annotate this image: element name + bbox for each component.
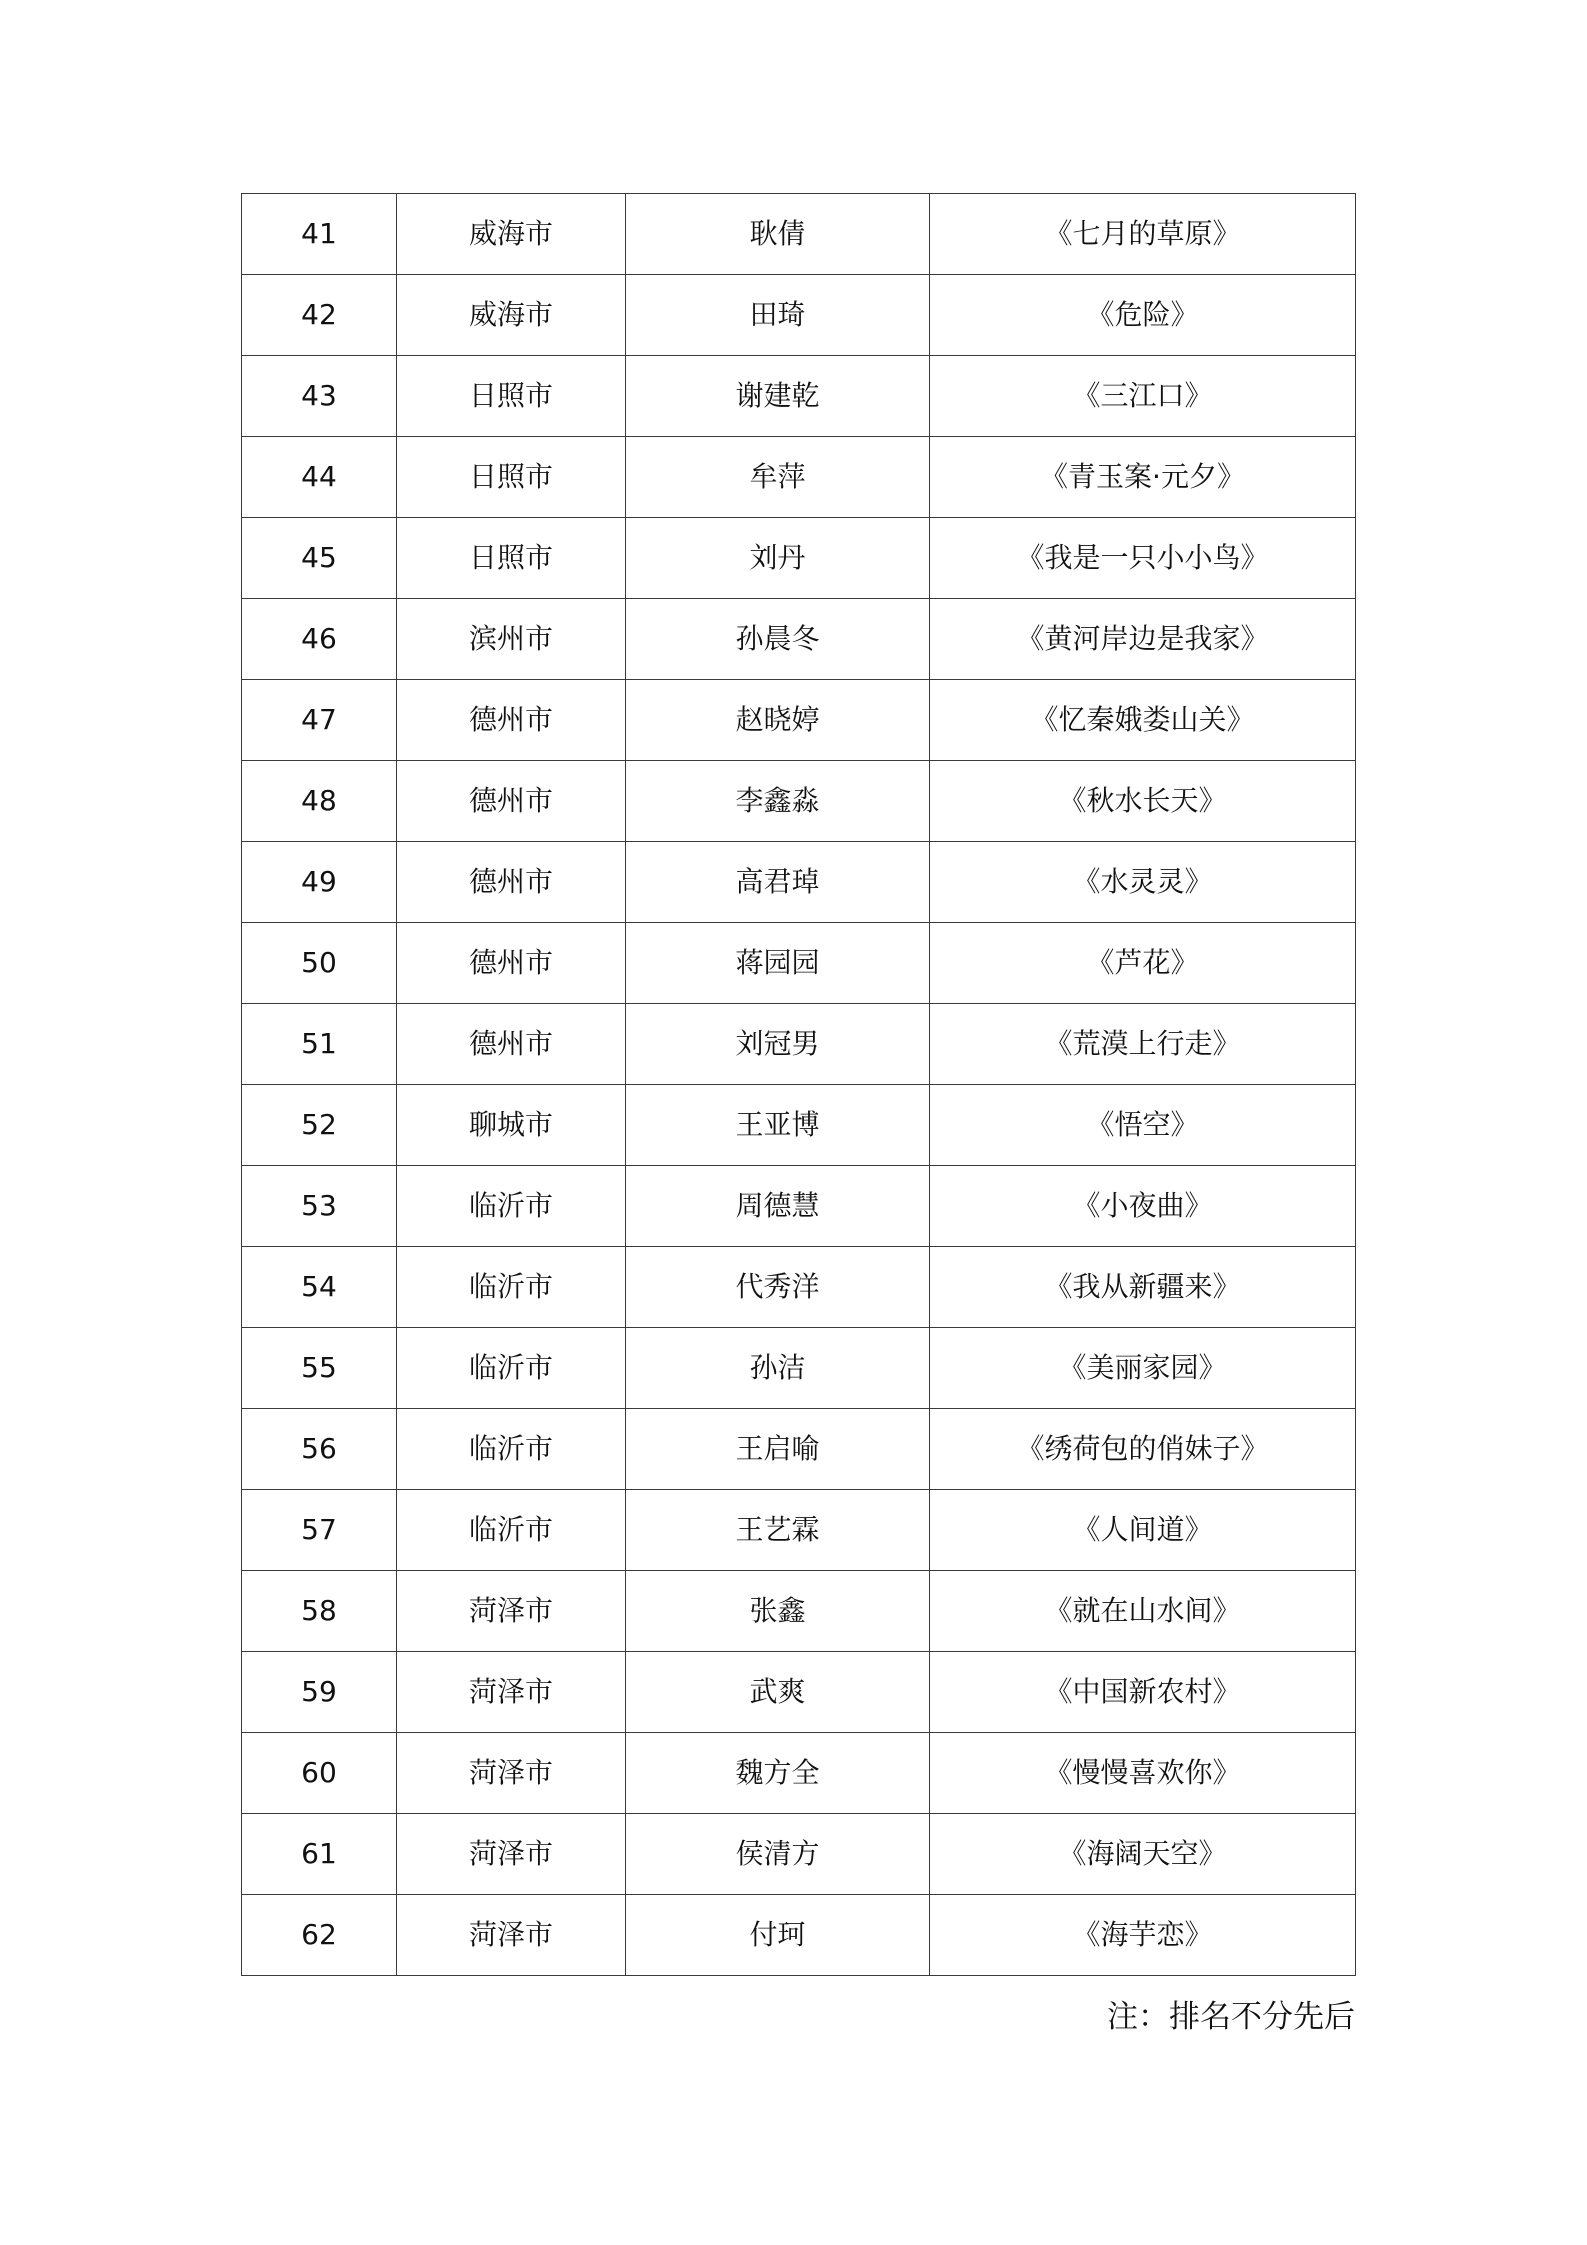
table-row bbox=[242, 1247, 1356, 1328]
cell-performer-name: 武爽 bbox=[626, 1652, 930, 1733]
cell-city: 聊城市 bbox=[397, 1085, 626, 1166]
cell-performer-name: 刘冠男 bbox=[626, 1004, 930, 1085]
cell-work-title: 《美丽家园》 bbox=[930, 1328, 1356, 1409]
cell-number: 57 bbox=[242, 1490, 397, 1571]
cell-city: 德州市 bbox=[397, 1004, 626, 1085]
table-row bbox=[242, 1895, 1356, 1976]
table-row bbox=[242, 518, 1356, 599]
cell-performer-name: 田琦 bbox=[626, 275, 930, 356]
contestants-table bbox=[241, 193, 1356, 1976]
cell-city: 日照市 bbox=[397, 437, 626, 518]
table-row bbox=[242, 599, 1356, 680]
cell-work-title: 《绣荷包的俏妹子》 bbox=[930, 1409, 1356, 1490]
table-row bbox=[242, 1085, 1356, 1166]
cell-performer-name: 张鑫 bbox=[626, 1571, 930, 1652]
cell-performer-name: 王亚博 bbox=[626, 1085, 930, 1166]
cell-number: 61 bbox=[242, 1814, 397, 1895]
cell-number: 56 bbox=[242, 1409, 397, 1490]
table-row bbox=[242, 194, 1356, 275]
cell-number: 43 bbox=[242, 356, 397, 437]
cell-performer-name: 谢建乾 bbox=[626, 356, 930, 437]
cell-work-title: 《三江口》 bbox=[930, 356, 1356, 437]
table-row bbox=[242, 1652, 1356, 1733]
cell-city: 日照市 bbox=[397, 518, 626, 599]
cell-performer-name: 王艺霖 bbox=[626, 1490, 930, 1571]
cell-work-title: 《忆秦娥娄山关》 bbox=[930, 680, 1356, 761]
cell-city: 菏泽市 bbox=[397, 1652, 626, 1733]
cell-number: 44 bbox=[242, 437, 397, 518]
cell-city: 威海市 bbox=[397, 194, 626, 275]
cell-number: 45 bbox=[242, 518, 397, 599]
cell-city: 菏泽市 bbox=[397, 1733, 626, 1814]
cell-city: 临沂市 bbox=[397, 1166, 626, 1247]
cell-work-title: 《海阔天空》 bbox=[930, 1814, 1356, 1895]
cell-performer-name: 赵晓婷 bbox=[626, 680, 930, 761]
cell-number: 59 bbox=[242, 1652, 397, 1733]
cell-work-title: 《小夜曲》 bbox=[930, 1166, 1356, 1247]
table-row bbox=[242, 1409, 1356, 1490]
cell-performer-name: 孙洁 bbox=[626, 1328, 930, 1409]
table-row bbox=[242, 1166, 1356, 1247]
cell-performer-name: 付珂 bbox=[626, 1895, 930, 1976]
cell-number: 62 bbox=[242, 1895, 397, 1976]
cell-city: 滨州市 bbox=[397, 599, 626, 680]
cell-work-title: 《水灵灵》 bbox=[930, 842, 1356, 923]
cell-number: 58 bbox=[242, 1571, 397, 1652]
cell-work-title: 《青玉案·元夕》 bbox=[930, 437, 1356, 518]
table-row bbox=[242, 1571, 1356, 1652]
cell-performer-name: 耿倩 bbox=[626, 194, 930, 275]
cell-work-title: 《七月的草原》 bbox=[930, 194, 1356, 275]
cell-city: 德州市 bbox=[397, 680, 626, 761]
table-row bbox=[242, 680, 1356, 761]
table-row bbox=[242, 1004, 1356, 1085]
cell-work-title: 《人间道》 bbox=[930, 1490, 1356, 1571]
cell-number: 48 bbox=[242, 761, 397, 842]
cell-number: 47 bbox=[242, 680, 397, 761]
cell-city: 临沂市 bbox=[397, 1490, 626, 1571]
cell-city: 菏泽市 bbox=[397, 1895, 626, 1976]
cell-number: 41 bbox=[242, 194, 397, 275]
cell-city: 临沂市 bbox=[397, 1247, 626, 1328]
table-row bbox=[242, 1490, 1356, 1571]
cell-city: 菏泽市 bbox=[397, 1814, 626, 1895]
cell-work-title: 《危险》 bbox=[930, 275, 1356, 356]
cell-performer-name: 牟萍 bbox=[626, 437, 930, 518]
cell-performer-name: 孙晨冬 bbox=[626, 599, 930, 680]
cell-city: 威海市 bbox=[397, 275, 626, 356]
cell-performer-name: 高君琸 bbox=[626, 842, 930, 923]
cell-city: 临沂市 bbox=[397, 1409, 626, 1490]
cell-work-title: 《荒漠上行走》 bbox=[930, 1004, 1356, 1085]
table-row bbox=[242, 761, 1356, 842]
cell-work-title: 《芦花》 bbox=[930, 923, 1356, 1004]
cell-number: 54 bbox=[242, 1247, 397, 1328]
table-row bbox=[242, 275, 1356, 356]
cell-work-title: 《就在山水间》 bbox=[930, 1571, 1356, 1652]
cell-number: 46 bbox=[242, 599, 397, 680]
cell-city: 德州市 bbox=[397, 761, 626, 842]
table-row bbox=[242, 437, 1356, 518]
cell-number: 42 bbox=[242, 275, 397, 356]
cell-city: 德州市 bbox=[397, 842, 626, 923]
cell-work-title: 《我是一只小小鸟》 bbox=[930, 518, 1356, 599]
cell-number: 49 bbox=[242, 842, 397, 923]
cell-performer-name: 蒋园园 bbox=[626, 923, 930, 1004]
cell-number: 55 bbox=[242, 1328, 397, 1409]
cell-number: 50 bbox=[242, 923, 397, 1004]
cell-number: 51 bbox=[242, 1004, 397, 1085]
cell-work-title: 《黄河岸边是我家》 bbox=[930, 599, 1356, 680]
cell-work-title: 《慢慢喜欢你》 bbox=[930, 1733, 1356, 1814]
cell-work-title: 《悟空》 bbox=[930, 1085, 1356, 1166]
cell-work-title: 《中国新农村》 bbox=[930, 1652, 1356, 1733]
cell-performer-name: 代秀洋 bbox=[626, 1247, 930, 1328]
cell-work-title: 《海芋恋》 bbox=[930, 1895, 1356, 1976]
table-row bbox=[242, 356, 1356, 437]
cell-city: 德州市 bbox=[397, 923, 626, 1004]
cell-city: 菏泽市 bbox=[397, 1571, 626, 1652]
table-row bbox=[242, 1733, 1356, 1814]
cell-performer-name: 王启喻 bbox=[626, 1409, 930, 1490]
cell-city: 临沂市 bbox=[397, 1328, 626, 1409]
table-row bbox=[242, 842, 1356, 923]
cell-performer-name: 李鑫淼 bbox=[626, 761, 930, 842]
cell-performer-name: 刘丹 bbox=[626, 518, 930, 599]
cell-performer-name: 周德慧 bbox=[626, 1166, 930, 1247]
contestants-table-body bbox=[242, 194, 1356, 1976]
table-row bbox=[242, 1814, 1356, 1895]
cell-number: 53 bbox=[242, 1166, 397, 1247]
ranking-note: 注：排名不分先后 bbox=[1107, 1999, 1355, 2035]
cell-performer-name: 魏方全 bbox=[626, 1733, 930, 1814]
cell-city: 日照市 bbox=[397, 356, 626, 437]
cell-work-title: 《秋水长天》 bbox=[930, 761, 1356, 842]
cell-number: 52 bbox=[242, 1085, 397, 1166]
cell-number: 60 bbox=[242, 1733, 397, 1814]
table-row bbox=[242, 923, 1356, 1004]
table-row bbox=[242, 1328, 1356, 1409]
cell-work-title: 《我从新疆来》 bbox=[930, 1247, 1356, 1328]
cell-performer-name: 侯清方 bbox=[626, 1814, 930, 1895]
